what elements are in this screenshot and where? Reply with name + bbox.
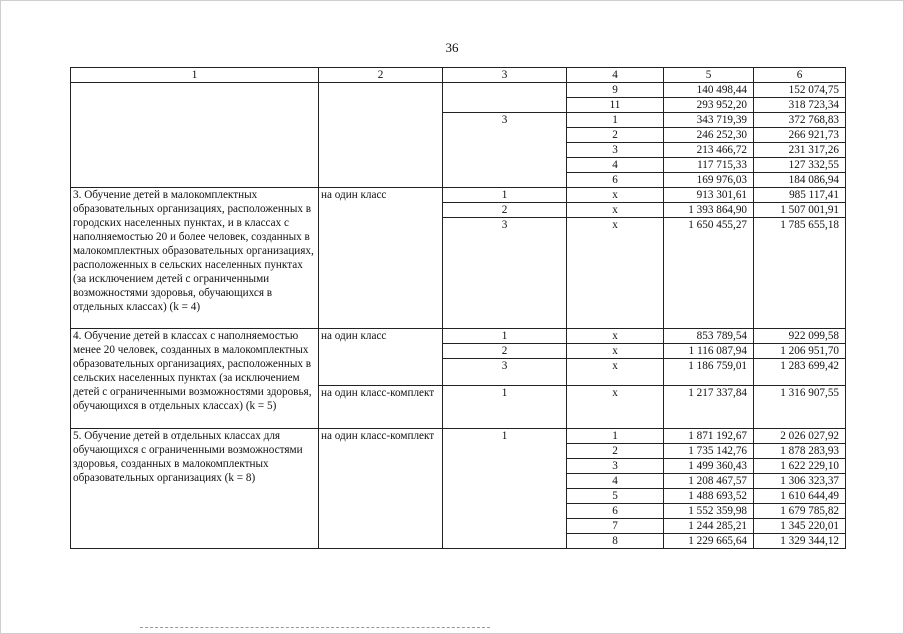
cell-c5: 1 217 337,84 bbox=[664, 386, 754, 429]
cell-c5: 246 252,30 bbox=[664, 128, 754, 143]
cell-c4: 7 bbox=[567, 519, 664, 534]
cell-c4: x bbox=[567, 218, 664, 329]
cell-c4: 11 bbox=[567, 98, 664, 113]
cell-c3: 1 bbox=[443, 188, 567, 203]
cell-c3: 3 bbox=[443, 113, 567, 188]
cell-c4: 3 bbox=[567, 143, 664, 158]
cell-c6: 1 306 323,37 bbox=[754, 474, 846, 489]
cell-c3: 2 bbox=[443, 344, 567, 359]
empty-cell bbox=[443, 83, 567, 113]
cell-c5: 293 952,20 bbox=[664, 98, 754, 113]
cell-c3: 1 bbox=[443, 429, 567, 549]
cell-c5: 1 393 864,90 bbox=[664, 203, 754, 218]
cell-c5: 853 789,54 bbox=[664, 329, 754, 344]
cell-c4: x bbox=[567, 386, 664, 429]
cell-c6: 1 316 907,55 bbox=[754, 386, 846, 429]
cell-c4: 6 bbox=[567, 173, 664, 188]
cell-c6: 318 723,34 bbox=[754, 98, 846, 113]
tariff-table bbox=[70, 67, 846, 549]
cell-c4: x bbox=[567, 344, 664, 359]
cell-c6: 266 921,73 bbox=[754, 128, 846, 143]
cell-c6: 184 086,94 bbox=[754, 173, 846, 188]
cell-c6: 1 345 220,01 bbox=[754, 519, 846, 534]
cell-c3: 3 bbox=[443, 218, 567, 329]
cell-c5: 1 871 192,67 bbox=[664, 429, 754, 444]
page-number: 36 bbox=[445, 40, 459, 55]
cell-c6: 2 026 027,92 bbox=[754, 429, 846, 444]
cell-c6: 1 785 655,18 bbox=[754, 218, 846, 329]
empty-cell bbox=[319, 83, 443, 188]
cell-c4: 2 bbox=[567, 128, 664, 143]
table-row bbox=[71, 83, 846, 98]
cell-c4: 2 bbox=[567, 444, 664, 459]
header-cell: 1 bbox=[71, 68, 319, 83]
header-cell: 6 bbox=[754, 68, 846, 83]
section-3-unit: на один класс bbox=[319, 188, 443, 329]
cell-c6: 1 610 644,49 bbox=[754, 489, 846, 504]
cell-c5: 1 735 142,76 bbox=[664, 444, 754, 459]
cell-c6: 127 332,55 bbox=[754, 158, 846, 173]
cell-c6: 985 117,41 bbox=[754, 188, 846, 203]
cell-c5: 140 498,44 bbox=[664, 83, 754, 98]
cell-c3: 1 bbox=[443, 329, 567, 344]
header-cell: 2 bbox=[319, 68, 443, 83]
section-4-unit-a: на один класс bbox=[319, 329, 443, 386]
cell-c4: 5 bbox=[567, 489, 664, 504]
cell-c5: 1 208 467,57 bbox=[664, 474, 754, 489]
header-cell: 4 bbox=[567, 68, 664, 83]
cell-c4: x bbox=[567, 329, 664, 344]
cell-c6: 1 507 001,91 bbox=[754, 203, 846, 218]
cell-c3: 2 bbox=[443, 203, 567, 218]
header-cell: 3 bbox=[443, 68, 567, 83]
cell-c5: 343 719,39 bbox=[664, 113, 754, 128]
cell-c5: 1 244 285,21 bbox=[664, 519, 754, 534]
cell-c5: 1 499 360,43 bbox=[664, 459, 754, 474]
cell-c3: 1 bbox=[443, 386, 567, 429]
table-row bbox=[71, 429, 846, 444]
header-cell: 5 bbox=[664, 68, 754, 83]
section-4-unit-b: на один класс-комплект bbox=[319, 386, 443, 429]
cell-c4: 1 bbox=[567, 429, 664, 444]
cell-c4: 3 bbox=[567, 459, 664, 474]
cell-c5: 1 229 665,64 bbox=[664, 534, 754, 549]
cell-c5: 1 116 087,94 bbox=[664, 344, 754, 359]
cell-c5: 117 715,33 bbox=[664, 158, 754, 173]
cell-c5: 169 976,03 bbox=[664, 173, 754, 188]
cell-c6: 922 099,58 bbox=[754, 329, 846, 344]
cell-c5: 913 301,61 bbox=[664, 188, 754, 203]
cell-c4: 8 bbox=[567, 534, 664, 549]
cell-c5: 1 552 359,98 bbox=[664, 504, 754, 519]
cell-c4: 9 bbox=[567, 83, 664, 98]
cell-c6: 1 283 699,42 bbox=[754, 359, 846, 386]
cell-c5: 1 650 455,27 bbox=[664, 218, 754, 329]
section-5-title: 5. Обучение детей в отдельных классах для обучающихся с ограниченными возможностями здоровья, созданных в малокомплектных образовательных организациях (k = 8) bbox=[71, 429, 319, 549]
cell-c6: 1 679 785,82 bbox=[754, 504, 846, 519]
cell-c3: 3 bbox=[443, 359, 567, 386]
cell-c6: 1 622 229,10 bbox=[754, 459, 846, 474]
cell-c4: 6 bbox=[567, 504, 664, 519]
scan-artifact-line bbox=[140, 627, 490, 631]
cell-c4: 4 bbox=[567, 474, 664, 489]
cell-c4: 1 bbox=[567, 113, 664, 128]
cell-c5: 1 186 759,01 bbox=[664, 359, 754, 386]
cell-c6: 1 206 951,70 bbox=[754, 344, 846, 359]
section-3-title: 3. Обучение детей в малокомплектных образовательных организациях, расположенных в городских населенных пунктах, и в классах с наполняемостью 20 и более человек, созданных в малокомплектных образовательных организациях, расположенных в сельских населенных пунктах (за исключением детей с ограниченными возможностями здоровья, обучающихся в отдельных классах) (k = 4) bbox=[71, 188, 319, 329]
cell-c5: 1 488 693,52 bbox=[664, 489, 754, 504]
table-row bbox=[71, 329, 846, 344]
cell-c4: x bbox=[567, 188, 664, 203]
table-header-row bbox=[71, 68, 846, 83]
section-5-unit: на один класс-комплект bbox=[319, 429, 443, 549]
empty-cell bbox=[71, 83, 319, 188]
cell-c6: 152 074,75 bbox=[754, 83, 846, 98]
cell-c6: 1 329 344,12 bbox=[754, 534, 846, 549]
cell-c6: 372 768,83 bbox=[754, 113, 846, 128]
cell-c4: x bbox=[567, 359, 664, 386]
table-row bbox=[71, 188, 846, 203]
cell-c6: 1 878 283,93 bbox=[754, 444, 846, 459]
section-4-title: 4. Обучение детей в классах с наполняемостью менее 20 человек, созданных в малокомплектных образовательных организациях, расположенных в сельских населенных пунктах (за исключением детей с ограниченными возможностями здоровья, обучающихся в отдельных классах) (k = 5) bbox=[71, 329, 319, 429]
cell-c6: 231 317,26 bbox=[754, 143, 846, 158]
cell-c4: 4 bbox=[567, 158, 664, 173]
cell-c4: x bbox=[567, 203, 664, 218]
cell-c5: 213 466,72 bbox=[664, 143, 754, 158]
